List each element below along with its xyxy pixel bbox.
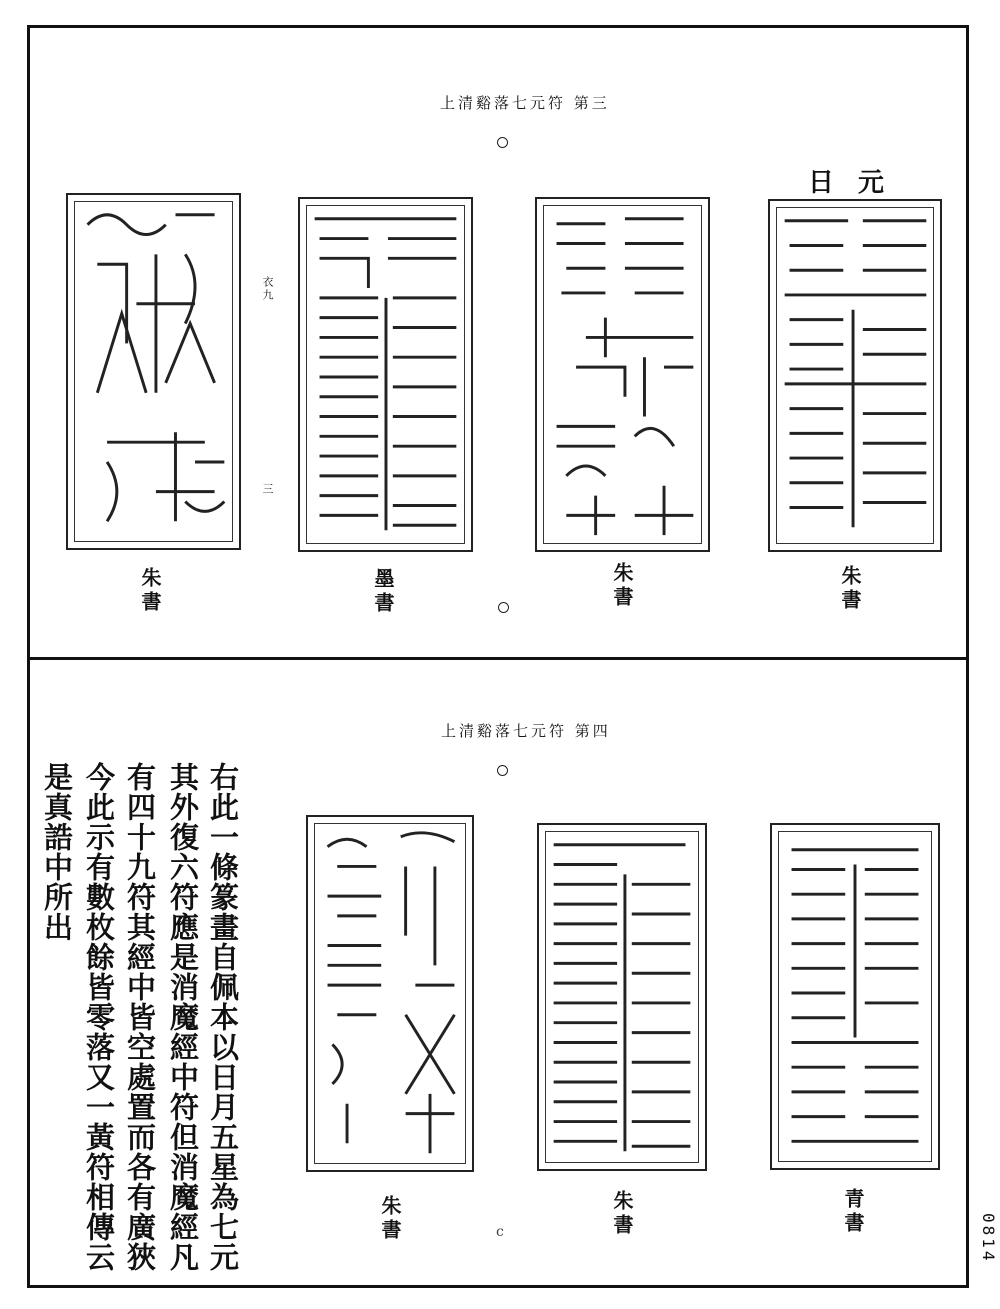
side-note-bottom: 三	[261, 483, 274, 496]
page-number: 0814	[979, 1213, 998, 1264]
section-divider	[27, 657, 969, 660]
ink-label-top-2: 墨書	[371, 568, 395, 616]
circle-mark-bottom	[497, 765, 508, 776]
talisman-top-2	[298, 197, 473, 552]
ink-label-top-3: 朱書	[610, 562, 634, 610]
talisman-top-4	[768, 199, 942, 552]
talisman-bottom-2	[537, 823, 707, 1171]
circle-mark-mid	[498, 602, 509, 613]
talisman-top-1	[66, 193, 241, 550]
ink-label-top-4: 朱書	[838, 565, 862, 613]
small-mark: c	[496, 1224, 504, 1240]
text-column-4: 今此示有數枚餘皆零落又一黃符相傳云	[82, 762, 116, 1272]
ri-yuan-label: 日元	[808, 168, 909, 198]
ink-label-bottom-3: 青書	[841, 1188, 865, 1236]
top-header: 上清谿落七元符 第三	[440, 94, 610, 112]
circle-mark-top	[497, 137, 508, 148]
text-column-2: 其外復六符應是消魔經中符但消魔經凡	[166, 762, 200, 1272]
talisman-bottom-3	[770, 823, 940, 1170]
text-column-5: 是真誥中所出	[40, 762, 74, 942]
ink-label-top-1: 朱書	[138, 567, 162, 615]
ink-label-bottom-2: 朱書	[610, 1190, 634, 1238]
talisman-bottom-1	[306, 815, 474, 1172]
ink-label-bottom-1: 朱書	[378, 1195, 402, 1243]
text-column-3: 有四十九符其經中皆空處置而各有廣狹	[123, 762, 157, 1272]
talisman-top-3	[535, 197, 710, 552]
text-column-1: 右此一條篆畫自佩本以日月五星為七元	[206, 762, 240, 1272]
bottom-header: 上清谿落七元符 第四	[441, 722, 611, 740]
side-note-top: 衣九	[261, 276, 274, 302]
